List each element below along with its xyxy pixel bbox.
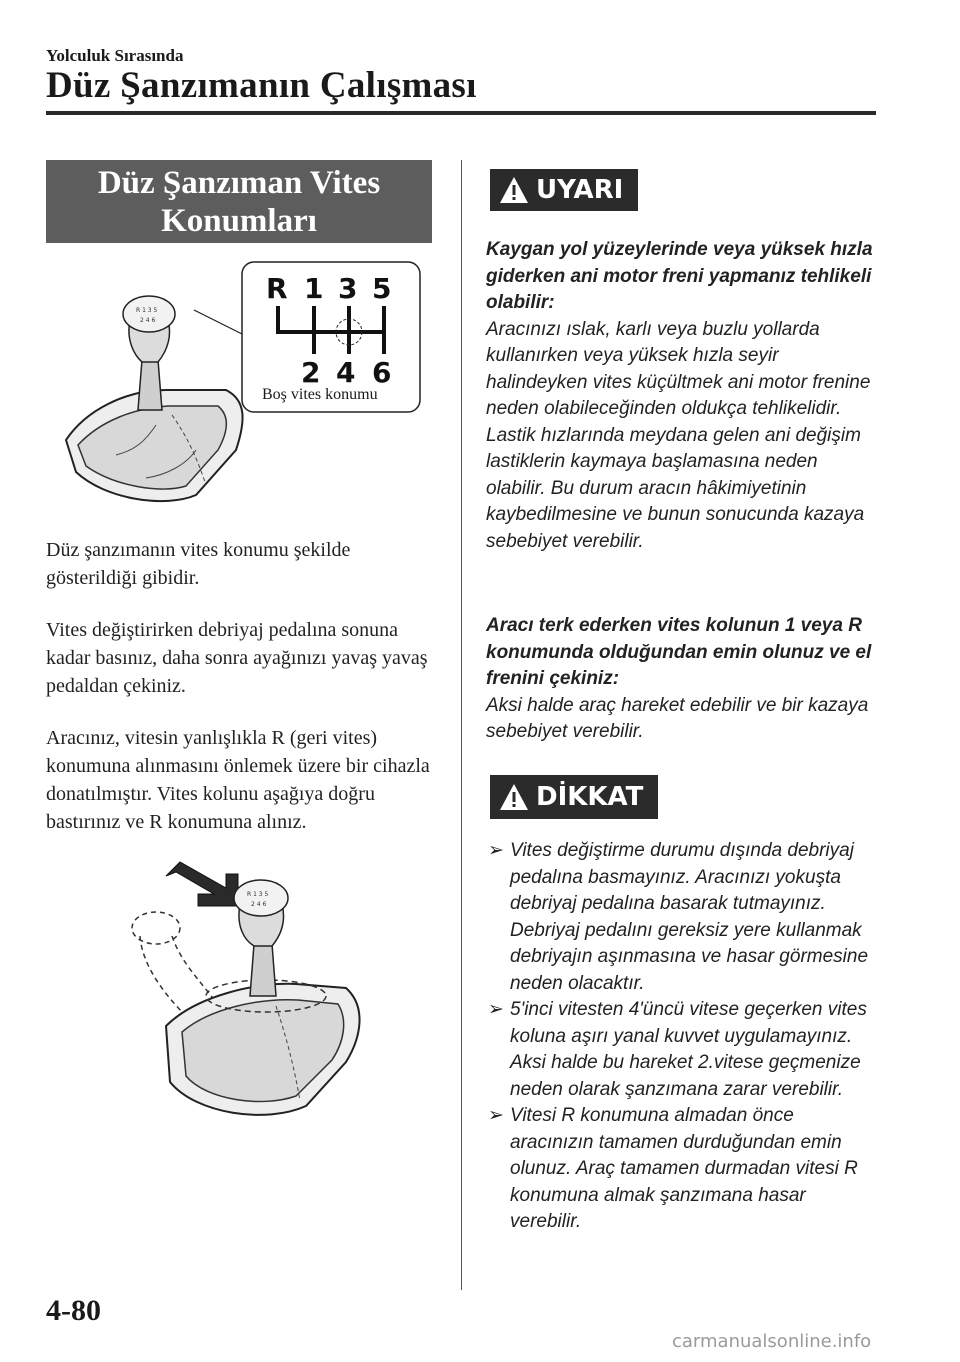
warning-label: UYARI (536, 175, 624, 205)
paragraph-clutch: Vites değiştirirken debriyaj pedalına sonuna kadar basınız, daha sonra ayağınızı yavaş yavaş pedaldan çekiniz. (46, 619, 428, 697)
warning-triangle-icon (498, 175, 530, 205)
gear-shifter-figure (46, 250, 436, 520)
gear-label-6: 6 (372, 356, 392, 389)
section-title-line2: Konumları (161, 203, 317, 239)
warning-item-1-body: Aracınızı ıslak, karlı veya buzlu yollarda kullanırken veya yüksek hızla seyir halindeyken vites küçültmek ani motor frenine neden olabileceğinden oldukça tehlikelidir. Lastik hızlarında meydana gelen ani değişim lastiklerin kaymaya başlamasına neden olabilir. Bu durum aracın hâkimiyetinin kaybedilmesine ve bunun sonucunda kazaya sebebiyet verebilir. (486, 318, 871, 552)
caution-triangle-icon (498, 782, 530, 812)
svg-text:R 1 3 5: R 1 3 5 (136, 307, 158, 314)
caution-item: ➢ Vitesi R konumuna almadan önce aracınızın tamamen durduğundan emin olunuz. Araç tamamen durmadan vitesi R konumuna almak şanzımana hasar verebilir. (488, 1105, 858, 1232)
warning-item-1-heading: Kaygan yol yüzeylerinde veya yüksek hızla giderken ani motor freni yapmanız tehlikeli olabilir: (486, 239, 873, 313)
warning-item-parking (486, 613, 878, 746)
gear-label-5: 5 (372, 272, 392, 305)
caution-item: ➢ 5'inci vitesten 4'üncü vitese geçerken vites koluna aşırı yanal kuvvet uygulamayınız. Aksi halde bu hareket 2.vitese geçmenize neden olarak şanzımana zarar verebilir. (488, 999, 867, 1100)
caution-list (488, 838, 880, 1236)
gear-label-1: 1 (304, 272, 324, 305)
column-divider (461, 160, 462, 1290)
svg-text:2 4 6: 2 4 6 (140, 317, 156, 324)
chapter-subtitle: Yolculuk Sırasında (46, 46, 184, 65)
paragraph-gear-positions: Düz şanzımanın vites konumu şekilde gösterildiği gibidir. (46, 539, 351, 589)
svg-text:R 1 3 5: R 1 3 5 (247, 891, 269, 898)
warning-item-2-body: Aksi halde araç hareket edebilir ve bir kazaya sebebiyet verebilir. (486, 694, 869, 742)
gear-label-r: R (266, 272, 288, 305)
caution-badge (490, 775, 658, 819)
page-number: 4-80 (46, 1294, 101, 1327)
gear-label-2: 2 (301, 356, 321, 389)
neutral-position-caption: Boş vites konumu (262, 386, 378, 403)
bullet-arrow-icon: ➢ (488, 1105, 504, 1126)
chapter-title: Düz Şanzımanın Çalışması (46, 65, 477, 106)
warning-item-2-heading: Aracı terk ederken vites kolunun 1 veya R konumunda olduğundan emin olunuz ve el frenini çekiniz: (486, 615, 872, 689)
section-title-line1: Düz Şanzıman Vites (97, 165, 381, 201)
warning-badge (490, 169, 638, 211)
gear-label-4: 4 (336, 356, 356, 389)
caution-label: DİKKAT (536, 782, 644, 812)
bullet-arrow-icon: ➢ (488, 840, 504, 861)
svg-text:2 4 6: 2 4 6 (251, 901, 267, 908)
reverse-engage-figure (126, 856, 436, 1130)
header-rule (46, 111, 876, 115)
bullet-arrow-icon: ➢ (488, 999, 504, 1020)
watermark-text: carmanualsonline.info (672, 1331, 872, 1352)
warning-item-engine-braking (486, 237, 878, 555)
section-title (46, 160, 432, 243)
caution-item: ➢ Vites değiştirme durumu dışında debriyaj pedalına basmayınız. Aracınızı yokuşta debriyaj pedalına basarak tutmayınız. Debriyaj pedalını gereksiz yere kullanmak debriyajın aşınmasına ve hasar görmesine neden olacaktır. (488, 840, 869, 994)
paragraph-reverse-lockout: Aracınız, vitesin yanlışlıkla R (geri vites) konumuna alınmasını önlemek üzere bir cihazla donatılmıştır. Vites kolunu aşağıya doğru bastırınız ve R konumuna alınız. (46, 727, 430, 833)
gear-label-3: 3 (338, 272, 358, 305)
